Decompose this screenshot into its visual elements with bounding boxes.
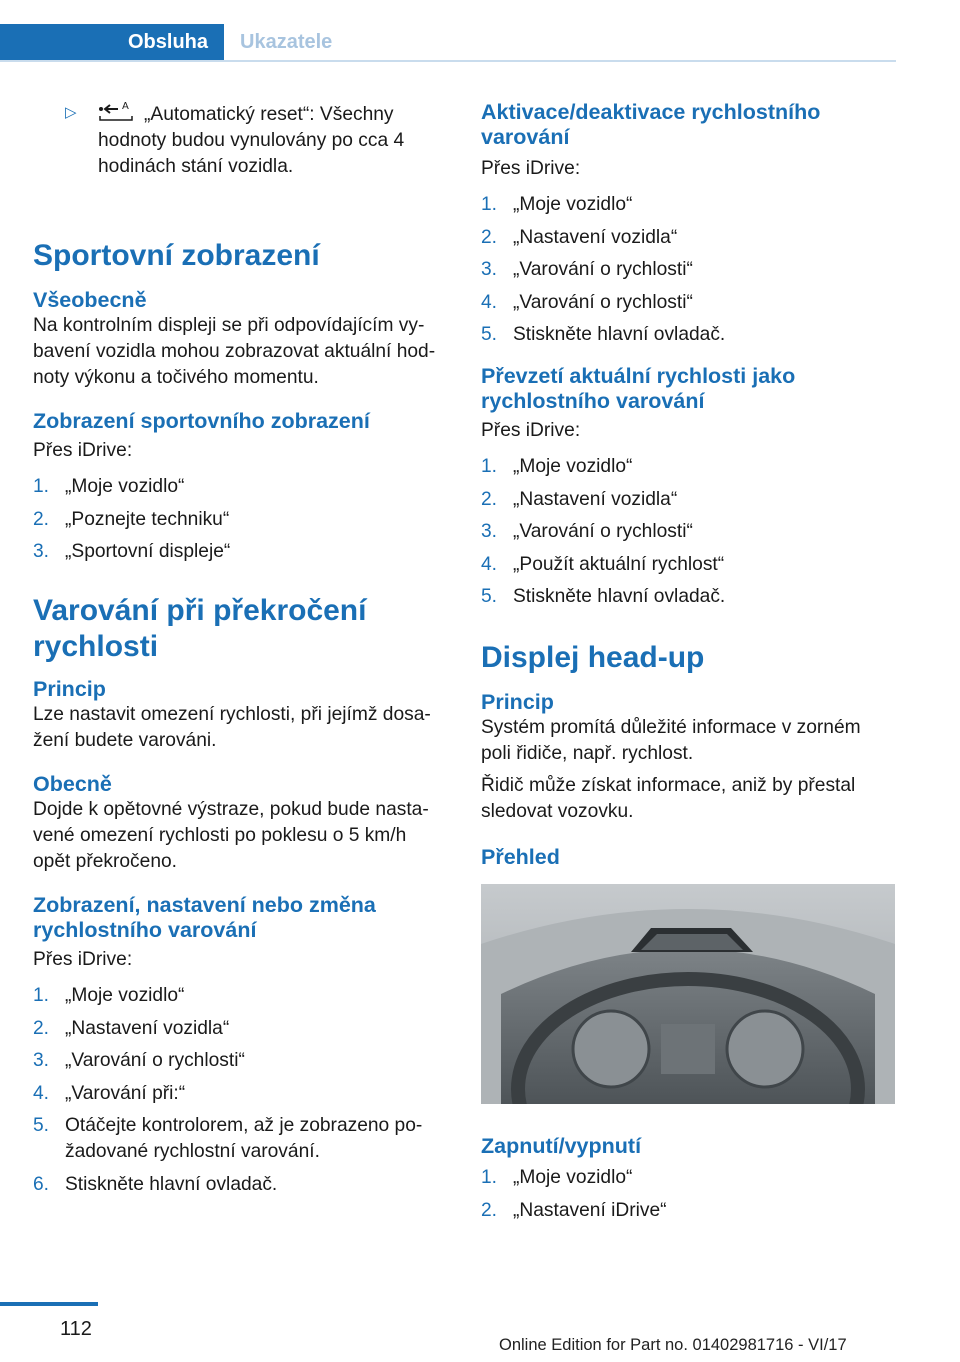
list-item: 6. Stiskněte hlavní ovladač. — [33, 1173, 278, 1195]
via-idrive-label: Přes iDrive: — [33, 440, 133, 461]
list-item: 1. „Moje vozidlo“ — [33, 985, 185, 1006]
tab-ukazatele[interactable]: Ukazatele — [240, 30, 333, 53]
list-item: 1. „Moje vozidlo“ — [481, 194, 633, 215]
paragraph-hud-1: Systém promítá důležité informace v zorném poli řidiče, např. rychlost. — [481, 717, 861, 764]
list-item: 2. „Nastavení vozidla“ — [33, 1017, 230, 1039]
via-idrive-label: Přes iDrive: — [481, 158, 581, 179]
list-item: 3. „Varování o rychlosti“ — [33, 1050, 245, 1071]
heading-activate: Aktivace/deaktivace rychlostního varování — [481, 100, 821, 149]
list-item: 3. „Sportovní displeje“ — [33, 541, 231, 562]
list-item: 3. „Varování o rychlosti“ — [481, 521, 693, 542]
edition-note: Online Edition for Part no. 01402981716 - VI/17 — [499, 1336, 847, 1354]
header-rule — [0, 60, 896, 62]
footer-rule — [0, 1302, 98, 1306]
heading-display-set: Zobrazení, nastavení nebo změna rychlostního varování — [33, 893, 376, 942]
header-tabs — [0, 24, 896, 62]
list-item: 1. „Moje vozidlo“ — [481, 1167, 633, 1188]
list-item: 5. Stiskněte hlavní ovladač. — [481, 586, 726, 607]
triangle-bullet-icon: ▷ — [65, 104, 77, 121]
heading-principle-2: Princip — [481, 690, 554, 714]
heading-general-2: Obecně — [33, 772, 112, 796]
paragraph-hud-2: Řidič může získat informace, aniž by přestal sledovat vozovku. — [481, 775, 856, 822]
list-activate-steps — [481, 192, 895, 348]
list-item: 2. „Nastavení vozidla“ — [481, 488, 678, 510]
list-item: 5. Stiskněte hlavní ovladač. — [481, 324, 726, 345]
left-column — [33, 100, 447, 1204]
list-item: 4. „Použít aktuální rychlost“ — [481, 553, 725, 575]
svg-text:A: A — [122, 101, 129, 112]
list-on-off-steps — [481, 1165, 895, 1224]
list-item: 2. „Nastavení iDrive“ — [481, 1199, 667, 1221]
list-item: 2. „Poznejte techniku“ — [33, 508, 230, 530]
page-number: 112 — [60, 1318, 92, 1340]
heading-take-speed: Převzetí aktuální rychlosti jako rychlostního varování — [481, 364, 796, 413]
tab-obsluha[interactable]: Obsluha — [0, 24, 224, 60]
list-item: 1. „Moje vozidlo“ — [33, 476, 185, 497]
paragraph-general: Na kontrolním displeji se při odpovídajícím vybavení vozidla mohou zobrazovat aktuální hodnoty výkonu a točivého momentu. — [33, 315, 436, 388]
list-item: 5. Otáčejte kontrolorem, až je zobrazeno požadované rychlostní varování. — [33, 1115, 423, 1162]
reset-note — [33, 100, 447, 180]
heading-overview: Přehled — [481, 845, 560, 869]
heading-hud: Displej head-up — [481, 641, 705, 674]
auto-reset-icon — [98, 100, 136, 122]
list-warning-steps — [33, 983, 447, 1198]
heading-show-sport: Zobrazení sportovního zobrazení — [33, 409, 370, 433]
heading-general: Všeobecně — [33, 288, 147, 312]
list-item: 2. „Nastavení vozidla“ — [481, 226, 678, 248]
paragraph-general-2: Dojde k opětovné výstraze, pokud bude nastavené omezení rychlosti po poklesu o 5 km/h opět překročeno. — [33, 799, 429, 872]
heading-speed-warning: Varování při překročení rychlosti — [33, 594, 367, 663]
heading-on-off: Zapnutí/vypnutí — [481, 1134, 642, 1158]
heading-principle: Princip — [33, 677, 106, 701]
list-item: 4. „Varování při:“ — [33, 1082, 186, 1104]
list-sport-steps — [33, 474, 447, 565]
list-item: 3. „Varování o rychlosti“ — [481, 259, 693, 280]
reset-note-text: „Automatický reset“: Všechny hodnoty budou vynulovány po cca 4 hodinách stání vozidla. — [98, 104, 405, 177]
list-take-speed-steps — [481, 454, 895, 610]
right-column — [481, 100, 895, 1230]
paragraph-principle: Lze nastavit omezení rychlosti, při jejímž dosažení budete varováni. — [33, 704, 431, 751]
heading-sport-display: Sportovní zobrazení — [33, 239, 320, 272]
via-idrive-label: Přes iDrive: — [481, 420, 581, 441]
list-item: 4. „Varování o rychlosti“ — [481, 291, 693, 313]
via-idrive-label: Přes iDrive: — [33, 949, 133, 970]
list-item: 1. „Moje vozidlo“ — [481, 456, 633, 477]
hud-dashboard-image — [481, 884, 895, 1104]
